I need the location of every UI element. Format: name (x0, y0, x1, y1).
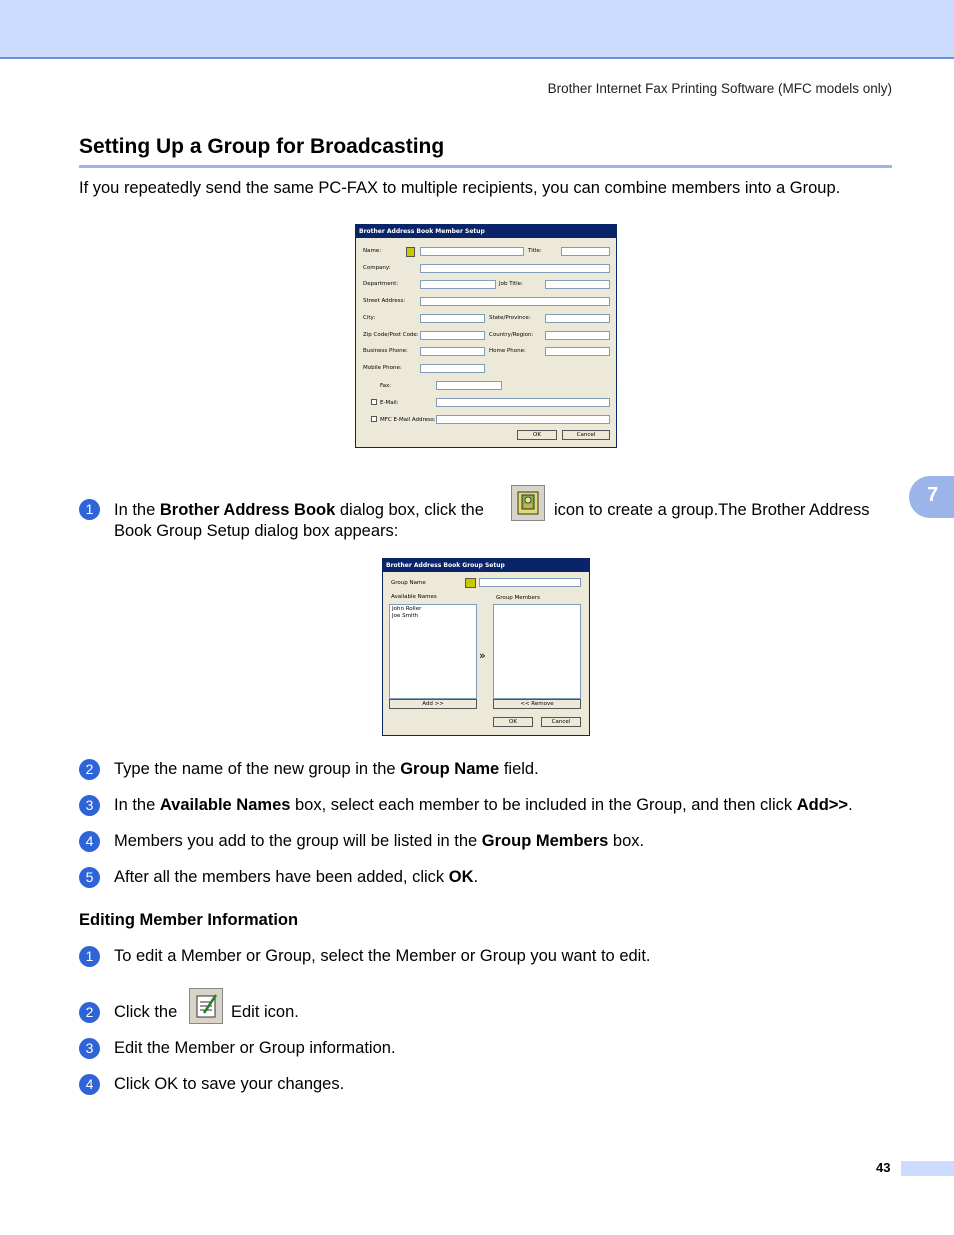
cancel-button[interactable]: Cancel (562, 430, 610, 440)
step-number: 1 (79, 499, 100, 520)
email-field[interactable] (436, 398, 610, 407)
company-label: Company: (363, 265, 391, 271)
section-title: Setting Up a Group for Broadcasting (79, 135, 445, 158)
company-field[interactable] (420, 264, 610, 273)
group-setup-dialog (382, 558, 590, 736)
remove-button[interactable]: << Remove (493, 699, 581, 709)
group-name-label: Group Name (391, 580, 426, 586)
step-number: 3 (79, 795, 100, 816)
list-item[interactable]: Joe Smith (392, 613, 419, 619)
street-field[interactable] (420, 297, 610, 306)
title-rule (79, 165, 892, 168)
group-icon (465, 578, 476, 588)
group-name-field[interactable] (479, 578, 581, 587)
state-field[interactable] (545, 314, 610, 323)
top-header-band (0, 0, 954, 59)
step-number: 2 (79, 759, 100, 780)
mfc-email-label: MFC E-Mail Address: (380, 417, 436, 423)
available-names-label: Available Names (391, 594, 437, 600)
city-field[interactable] (420, 314, 485, 323)
step-number: 4 (79, 1074, 100, 1095)
department-field[interactable] (420, 280, 496, 289)
group-setup-icon[interactable] (511, 485, 545, 521)
business-phone-field[interactable] (420, 347, 485, 356)
member-dialog-title: Brother Address Book Member Setup (356, 225, 616, 238)
job-title-label: Job Title: (499, 281, 523, 287)
member-icon (406, 247, 415, 257)
zip-field[interactable] (420, 331, 485, 340)
edit-icon[interactable] (189, 988, 223, 1024)
mobile-phone-label: Mobile Phone: (363, 365, 402, 371)
move-arrow-icon[interactable]: » (479, 649, 486, 662)
step-number: 4 (79, 831, 100, 852)
home-phone-field[interactable] (545, 347, 610, 356)
add-button[interactable]: Add >> (389, 699, 477, 709)
member-setup-dialog (355, 224, 617, 448)
group-members-label: Group Members (496, 595, 540, 601)
group-step-1: 1 In the Brother Address Book dialog box, click the icon to create a group.The Brother Address Book Group Setup dialog box appears: (79, 499, 899, 549)
country-field[interactable] (545, 331, 610, 340)
list-item[interactable]: John Roller (392, 606, 422, 612)
state-label: State/Province: (489, 315, 531, 321)
step-number: 3 (79, 1038, 100, 1059)
fax-label: Fax: (380, 383, 392, 389)
available-names-list[interactable] (389, 604, 477, 699)
country-label: Country/Region: (489, 332, 534, 338)
fax-field[interactable] (436, 381, 502, 390)
group-members-list[interactable] (493, 604, 581, 699)
department-label: Department: (363, 281, 399, 287)
step-number: 5 (79, 867, 100, 888)
intro-paragraph: If you repeatedly send the same PC-FAX to multiple recipients, you can combine members into a Group. (79, 179, 841, 197)
email-label: E-Mail: (380, 400, 399, 406)
name-label: Name: (363, 248, 382, 254)
group-dialog-title: Brother Address Book Group Setup (383, 559, 589, 572)
email-checkbox[interactable] (371, 399, 377, 405)
running-title: Brother Internet Fax Printing Software (MFC models only) (547, 81, 892, 96)
home-phone-label: Home Phone: (489, 348, 526, 354)
footer-bar (901, 1161, 954, 1176)
business-phone-label: Business Phone: (363, 348, 408, 354)
ok-button[interactable]: OK (517, 430, 557, 440)
street-label: Street Address: (363, 298, 406, 304)
group-ok-button[interactable]: OK (493, 717, 533, 727)
mfc-email-field[interactable] (436, 415, 610, 424)
title-label: Title: (528, 248, 542, 254)
job-title-field[interactable] (545, 280, 610, 289)
mfc-email-checkbox[interactable] (371, 416, 377, 422)
page-number: 43 (876, 1160, 891, 1175)
step-number: 2 (79, 1002, 100, 1023)
chapter-tab (909, 476, 954, 518)
chapter-number: 7 (927, 484, 939, 506)
name-field[interactable] (420, 247, 524, 256)
city-label: City: (363, 315, 376, 321)
title-field[interactable] (561, 247, 610, 256)
step-number: 1 (79, 946, 100, 967)
mobile-phone-field[interactable] (420, 364, 485, 373)
editing-title: Editing Member Information (79, 911, 299, 929)
group-cancel-button[interactable]: Cancel (541, 717, 581, 727)
zip-label: Zip Code/Post Code: (363, 332, 419, 338)
